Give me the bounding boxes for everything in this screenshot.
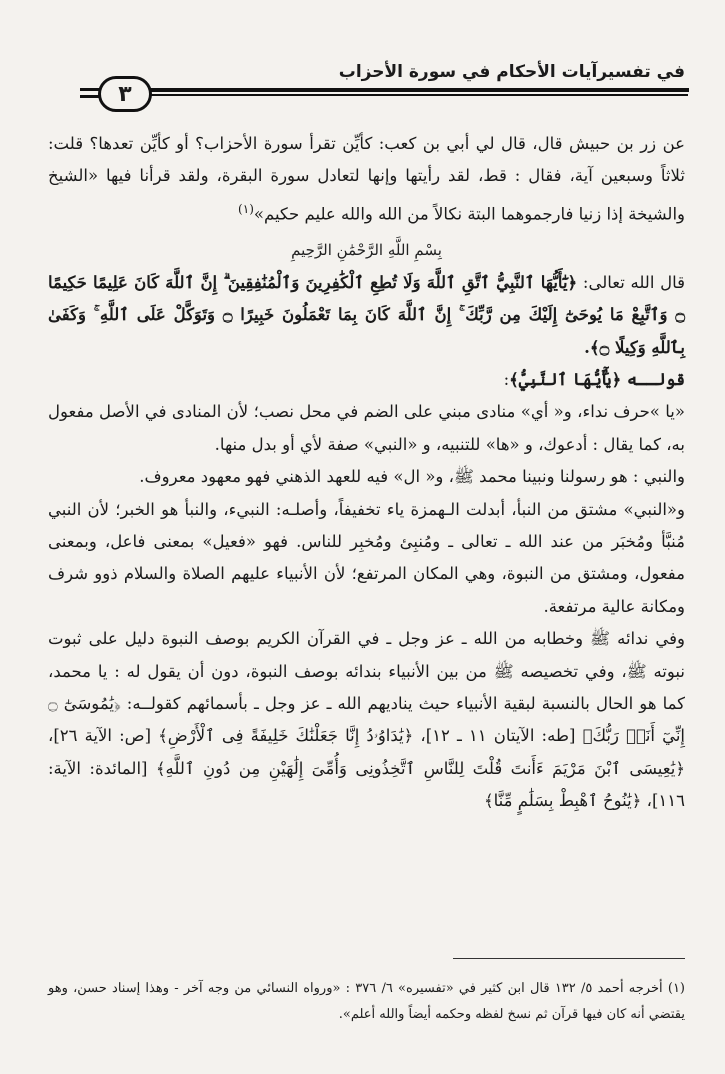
page-number-badge [98, 76, 152, 112]
page-number: ٣ [118, 81, 132, 107]
heading-label: قولــه [621, 369, 685, 389]
paragraph-etymology: و«النبي» مشتق من النبأ، أبدلت الـهمزة ياء تخفيفاً، وأصلـه: النبيء، والنبأ هو الخبر؛ لأن النبي مُنبَّأ ومُخبَر من عند الله ـ تعالى ـ ومُنبِئ ومُخبِر للناس. فهو «فعيل» بمعنى فاعل، وبمعنى مفعول، ومشتق من النبوة، وهي المكان المرتفع؛ لأن الأنبياء عليهم الصلاة والسلام ذوو شرف ومكانة عالية مرتفعة. [48, 499, 685, 616]
main-text [48, 128, 685, 818]
paragraph-hadith-text: عن زر بن حبيش قال، قال لي أبي بن كعب: كأيِّن تقرأ سورة الأحزاب؟ أو كأيِّن تعدها؟ قلت: ثلاثاً وسبعين آية، فقال : قط، لقد رأيتها وإنها لتعادل سورة البقرة، ولقد قرأنا فيها «الشيخ والشيخة إذا زنيا فارجموهما البتة نكالاً من الله والله عليم حكيم» [48, 134, 685, 224]
footnote-ref: (١) [238, 201, 254, 216]
basmala: بِسْمِ اللَّهِ الرَّحْمَٰنِ الرَّحِيمِ [291, 240, 442, 259]
header-rule-left-top [80, 88, 100, 91]
paragraph-nida: وفي ندائه ﷺ وخطابه من الله ـ عز وجل ـ في القرآن الكريم بوصف النبوة دليل على ثبوت نبوته ﷺ، وفي تخصيصه ﷺ من بين الأنبياء بندائه بوصف النبوة، دون أن يقول له : يا محمد، كما هو الحال بالنسبة لبقية الأنبياء حيث يناديهم الله ـ عز وجل ـ بأسمائهم كقولــه: ﴿يَٰمُوسَىٰٓ ۝ إِنِّيٓ أَنَا۠ رَبُّكَ﴾ [طه: الآيتان ١١ ـ ١٢]، ﴿يَٰدَاوُۥدُ إِنَّا جَعَلْنَٰكَ خَلِيفَةً فِى ٱلْأَرْضِ﴾ [ص: الآية ٢٦]، ﴿يَٰعِيسَى ٱبْنَ مَرْيَمَ ءَأَنتَ قُلْتَ لِلنَّاسِ ٱتَّخِذُونِى وَأُمِّىَ إِلَٰهَيْنِ مِن دُونِ ٱللَّهِ﴾ [المائدة: الآية: ١١٦]، ﴿يَٰنُوحُ ٱهْبِطْ بِسَلَٰمٍ مِّنَّا﴾ [48, 629, 686, 811]
quran-verses: ﴿يَٰٓأَيُّهَا ٱلنَّبِيُّ ٱتَّقِ ٱللَّهَ وَلَا تُطِعِ ٱلْكَٰفِرِينَ وَٱلْمُنَٰفِقِينَ ۗ إِنَّ ٱللَّهَ كَانَ عَلِيمًا حَكِيمًا ۝ وَٱتَّبِعْ مَا يُوحَىٰٓ إِلَيْكَ مِن رَّبِّكَ ۚ إِنَّ ٱللَّهَ كَانَ بِمَا تَعْمَلُونَ خَبِيرًا ۝ وَتَوَكَّلْ عَلَى ٱللَّهِ ۚ وَكَفَىٰ بِٱللَّهِ وَكِيلًا ۝﴾. [48, 272, 685, 357]
verses-intro: قال الله تعالى: [577, 272, 686, 292]
heading-colon: : [503, 369, 510, 389]
paragraph-heading [48, 364, 685, 396]
paragraph-grammar: «يا »حرف نداء، و« أي» منادى مبني على الضم في محل نصب؛ لأن المنادى في الأصل مفعول به، كما يقال : أدعوك، و «ها» للتنبيه، و «النبي» صفة لأي أو بدل منها. [48, 402, 685, 454]
footnote-text: (١) أخرجه أحمد ٥/ ١٣٢ قال ابن كثير في «تفسيره» ٦/ ٣٧٦ : «ورواه النسائي من وجه آخر - وهذا إسناد حسن، وهو يقتضي أنه كان فيها قرآن ثم نسخ لفظه وحكمه أيضاً والله أعلم». [48, 981, 685, 1022]
heading-quote: ﴿يَٰٓأَيُّهَا ٱلنَّبِيُّ﴾ [509, 369, 622, 389]
running-header-title: في تفسيرآيات الأحكام في سورة الأحزاب [338, 62, 685, 82]
header-rule [145, 88, 689, 92]
paragraph-verses [48, 267, 685, 364]
footnote-separator [453, 958, 685, 959]
paragraph-nabi: والنبي : هو رسولنا ونبينا محمد ﷺ، و« ال» فيه للعهد الذهني فهو معهود معروف. [139, 467, 685, 487]
paragraph-hadith [48, 128, 685, 231]
header-rule-left-bottom [80, 95, 100, 98]
footnote [48, 976, 685, 1028]
